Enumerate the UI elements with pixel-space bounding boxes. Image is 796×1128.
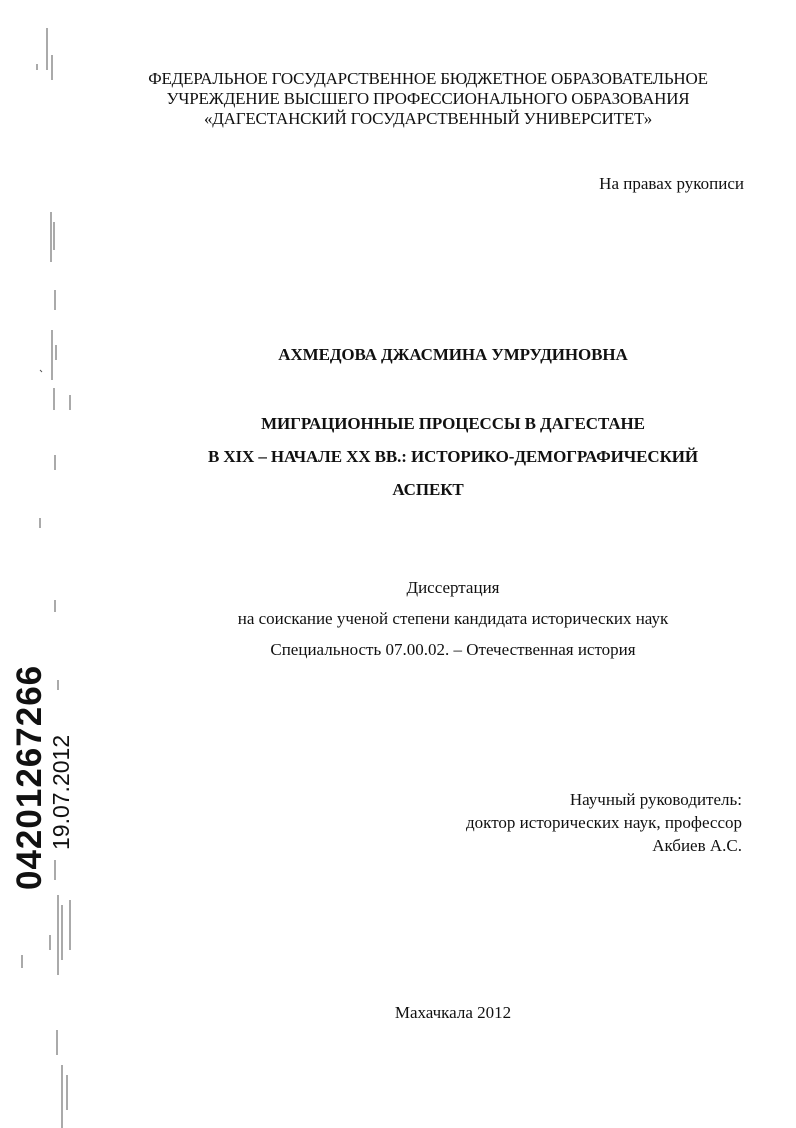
stamp-number: 04201267266 [10,664,49,890]
stamp-date: 19.07.2012 [48,734,74,850]
dissertation-type: Диссертация [406,578,500,597]
organization-line-2: УЧРЕЖДЕНИЕ ВЫСШЕГО ПРОФЕССИОНАЛЬНОГО ОБРАЗОВАНИЯ [166,89,690,108]
title-line-2: В XIX – НАЧАЛЕ XX ВВ.: ИСТОРИКО-ДЕМОГРАФИЧЕСКИЙ [207,447,699,466]
organization-header [30,69,796,129]
manuscript-note: На правах рукописи [599,174,744,193]
title-line-1: МИГРАЦИОННЫЕ ПРОЦЕССЫ В ДАГЕСТАНЕ [261,414,645,433]
supervisor-title: доктор исторических наук, профессор [466,813,742,832]
library-stamp [12,665,74,890]
supervisor-name: Акбиев А.С. [652,836,742,855]
dissertation-degree: на соискание ученой степени кандидата исторических наук [237,609,669,628]
supervisor-block [466,788,742,857]
place-year: Махачкала 2012 [394,1003,512,1022]
supervisor-label: Научный руководитель: [569,790,742,809]
title-line-3: АСПЕКТ [392,480,464,499]
dissertation-specialty: Специальность 07.00.02. – Отечественная история [270,640,636,659]
author-name: АХМЕДОВА ДЖАСМИНА УМРУДИНОВНА [278,345,628,364]
dissertation-title [55,407,796,506]
organization-line-3: «ДАГЕСТАНСКИЙ ГОСУДАРСТВЕННЫЙ УНИВЕРСИТЕТ» [203,109,653,128]
organization-line-1: ФЕДЕРАЛЬНОЕ ГОСУДАРСТВЕННОЕ БЮДЖЕТНОЕ ОБРАЗОВАТЕЛЬНОЕ [148,69,708,88]
dissertation-info [55,572,796,665]
